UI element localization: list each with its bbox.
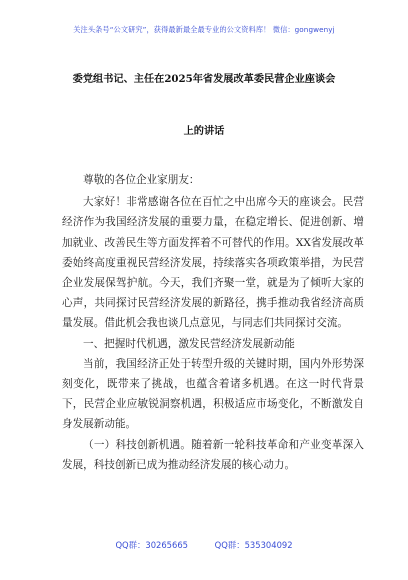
document-title-line-1: 委党组书记、主任在2025年省发展改革委民营企业座谈会 xyxy=(72,73,336,85)
footer-qq-group-1: QQ群：30265665 xyxy=(115,540,188,550)
document-body xyxy=(62,170,364,475)
salutation: 尊敬的各位企业家朋友： xyxy=(83,174,200,186)
paragraph-tech-innovation: （一）科技创新机遇。随着新一轮科技革命和产业变革深入发展，科技创新已成为推动经济发展的核心动力。 xyxy=(62,438,364,471)
footer-qq-group-2: QQ群：535304092 xyxy=(214,540,293,550)
footer-contacts xyxy=(0,539,408,551)
document-title-line-2: 上的讲话 xyxy=(183,125,225,137)
section-heading-1: 一、把握时代机遇，激发民营经济发展新动能 xyxy=(83,337,295,350)
header-promo-note: 关注头条号“公文研究”，获得最新最全最专业的公文资料库！ 微信：gongwenyj xyxy=(73,25,335,34)
paragraph-opening: 大家好！非常感谢各位在百忙之中出席今天的座谈会。民营经济作为我国经济发展的重要力量，在稳定增长、促进创新、增加就业、改善民生等方面发挥着不可替代的作用。XX省发展改革委始终高度重视民营经济发展，持续落实各项政策举措，为民营企业发展保驾护航。今天，我们齐聚一堂，就是为了倾听大家的心声，共同探讨民营经济发展的新路径，携手推动我省经济高质量发展。借此机会我也谈几点意见，与同志们共同探讨交流。 xyxy=(62,196,364,330)
paragraph-context: 当前，我国经济正处于转型升级的关键时期，国内外形势深刻变化，既带来了挑战，也蕴含着诸多机遇。在这一时代背景下，民营企业应敏锐洞察机遇，积极适应市场变化，不断激发自身发展新动能。 xyxy=(62,357,364,431)
